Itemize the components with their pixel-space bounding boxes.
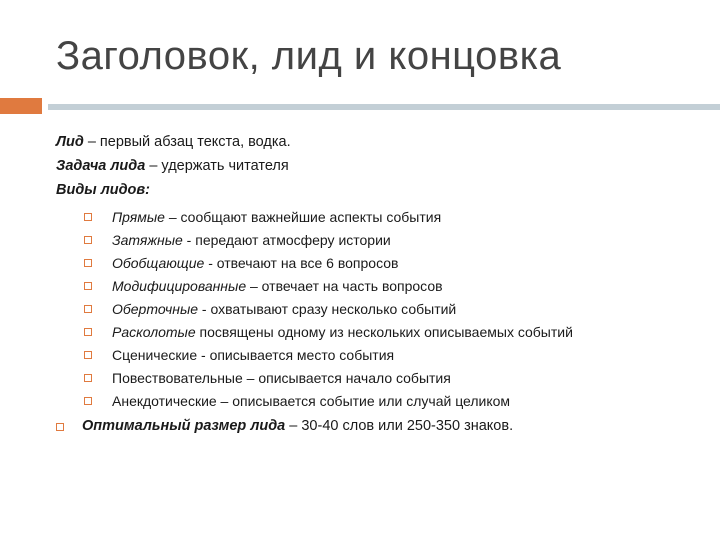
lead-type-item xyxy=(112,299,456,319)
lead-types-heading xyxy=(56,180,150,200)
lead-task-text: – удержать читателя xyxy=(145,158,289,174)
lead-type-item xyxy=(112,253,398,273)
lead-type-term: Затяжные xyxy=(112,232,183,248)
bullet-icon xyxy=(84,259,92,267)
slide-title: Заголовок, лид и концовка xyxy=(56,34,562,78)
bullet-icon xyxy=(84,374,92,382)
lead-type-description: - отвечают на все 6 вопросов xyxy=(204,255,399,271)
lead-types-term: Виды лидов: xyxy=(56,182,150,198)
lead-type-description: – сообщают важнейшие аспекты события xyxy=(164,209,442,225)
bullet-icon xyxy=(84,282,92,290)
lead-type-description: - передают атмосферу истории xyxy=(182,232,391,248)
lead-type-description: Анекдотические – описывается событие или случай целиком xyxy=(112,393,511,409)
title-rule xyxy=(48,104,720,110)
optimal-size-term: Оптимальный размер лида xyxy=(82,418,286,434)
lead-type-item xyxy=(112,322,573,342)
optimal-size-text: – 30-40 слов или 250-350 знаков. xyxy=(285,418,514,434)
bullet-icon xyxy=(84,397,92,405)
lead-type-term: Обобщающие xyxy=(112,255,205,271)
bullet-icon xyxy=(84,305,92,313)
lead-type-term: Прямые xyxy=(112,209,165,225)
lead-type-item xyxy=(112,207,441,227)
lead-type-description: - охватывают сразу несколько событий xyxy=(198,301,457,317)
lead-type-item xyxy=(112,391,510,411)
bullet-icon xyxy=(84,351,92,359)
lead-type-description: – отвечает на часть вопросов xyxy=(246,278,443,294)
lead-type-item xyxy=(112,345,394,365)
lead-type-description: посвящены одному из нескольких описываемых событий xyxy=(195,324,573,340)
lead-type-term: Модифицированные xyxy=(112,278,247,294)
lead-term: Лид xyxy=(56,134,84,150)
accent-block xyxy=(0,98,42,114)
lead-definition xyxy=(56,132,291,152)
lead-type-description: Повествовательные – описывается начало события xyxy=(112,370,451,386)
lead-type-term: Оберточные xyxy=(112,301,199,317)
lead-type-description: Сценические - описывается место события xyxy=(112,347,395,363)
bullet-icon xyxy=(56,423,64,431)
lead-task xyxy=(56,156,289,176)
lead-task-term: Задача лида xyxy=(56,158,146,174)
optimal-size xyxy=(82,416,513,436)
bullet-icon xyxy=(84,213,92,221)
lead-type-item xyxy=(112,276,443,296)
lead-type-item xyxy=(112,230,391,250)
lead-type-term: Расколотые xyxy=(112,324,196,340)
bullet-icon xyxy=(84,328,92,336)
lead-text: – первый абзац текста, водка. xyxy=(83,134,291,150)
bullet-icon xyxy=(84,236,92,244)
lead-type-item xyxy=(112,368,451,388)
